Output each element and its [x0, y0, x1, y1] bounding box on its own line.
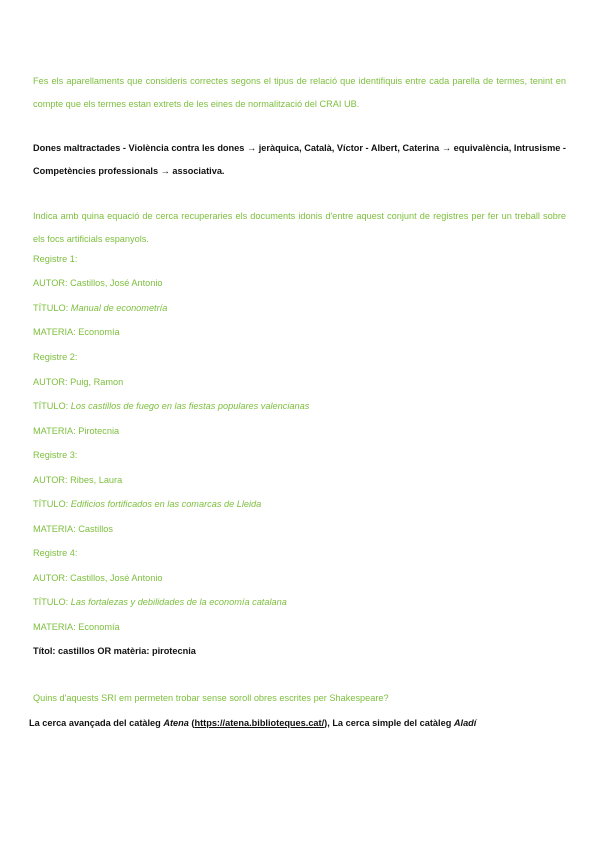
titol-value: Las fortalezas y debilidades de la economía catalana: [70, 597, 287, 607]
titol-label: TÍTULO:: [33, 499, 69, 509]
autor-value: Puig, Ramon: [70, 377, 124, 387]
materia-label: MATERIA:: [33, 426, 76, 436]
registre-3-materia: [33, 524, 113, 534]
materia-value: Economía: [78, 327, 120, 337]
autor-value: Ribes, Laura: [70, 475, 123, 485]
catalog-name-aladi: Aladí: [453, 718, 477, 728]
autor-value: Castillos, José Antonio: [70, 278, 163, 288]
autor-label: AUTOR:: [33, 475, 68, 485]
materia-value: Pirotecnia: [78, 426, 120, 436]
titol-value: Manual de econometría: [70, 303, 168, 313]
autor-label: AUTOR:: [33, 278, 68, 288]
registre-3-header: Registre 3:: [33, 450, 78, 460]
registre-4-header: Registre 4:: [33, 548, 78, 558]
materia-label: MATERIA:: [33, 524, 76, 534]
question-1: Fes els aparellaments que consideris correctes segons el tipus de relació que identifiquis entre cada parella de termes, tenint en compte que els termes estan extrets de les eines de normalització del CRAI UB.: [33, 76, 566, 109]
answer-3-text-1: La cerca avançada del catàleg: [29, 718, 164, 728]
autor-label: AUTOR:: [33, 377, 68, 387]
titol-label: TÍTULO:: [33, 401, 69, 411]
materia-value: Economía: [78, 622, 120, 632]
titol-label: TÍTULO:: [33, 597, 69, 607]
registre-1-header: Registre 1:: [33, 254, 78, 264]
registre-1-materia: [33, 327, 120, 337]
registre-3-titol: [33, 499, 261, 509]
question-3: Quins d'aquests SRI em permeten trobar sense soroll obres escrites per Shakespeare?: [33, 693, 389, 703]
registre-3-autor: [33, 475, 122, 485]
registre-1-titol: [33, 303, 167, 313]
autor-label: AUTOR:: [33, 573, 68, 583]
registre-2-header: Registre 2:: [33, 352, 78, 362]
autor-value: Castillos, José Antonio: [70, 573, 163, 583]
titol-value: Edificios fortificados en las comarcas de Lleida: [70, 499, 262, 509]
answer-3: [29, 718, 476, 728]
registre-2-materia: [33, 426, 119, 436]
titol-value: Los castillos de fuego en las fiestas populares valencianas: [70, 401, 310, 411]
registre-4-autor: [33, 573, 163, 583]
materia-label: MATERIA:: [33, 622, 76, 632]
registre-4-titol: [33, 597, 287, 607]
registre-2-autor: [33, 377, 123, 387]
registre-1-autor: [33, 278, 163, 288]
registre-2-titol: [33, 401, 309, 411]
answer-2: Títol: castillos OR matèria: pirotecnia: [33, 646, 196, 656]
answer-3-paren: (: [188, 718, 195, 728]
materia-label: MATERIA:: [33, 327, 76, 337]
registre-4-materia: [33, 622, 120, 632]
titol-label: TÍTULO:: [33, 303, 69, 313]
atena-link[interactable]: https://atena.biblioteques.cat/: [194, 718, 325, 728]
answer-3-text-2: ), La cerca simple del catàleg: [324, 718, 454, 728]
materia-value: Castillos: [78, 524, 113, 534]
question-2: Indica amb quina equació de cerca recuperaries els documents idonis d'entre aquest conjunt de registres per fer un treball sobre els focs artificials espanyols.: [33, 211, 566, 244]
catalog-name-atena: Atena: [163, 718, 189, 728]
answer-1: Dones maltractades - Violència contra les dones → jeràquica, Català, Víctor - Albert, Caterina → equivalència, Intrusisme - Competències professionals → associativa.: [33, 143, 566, 176]
